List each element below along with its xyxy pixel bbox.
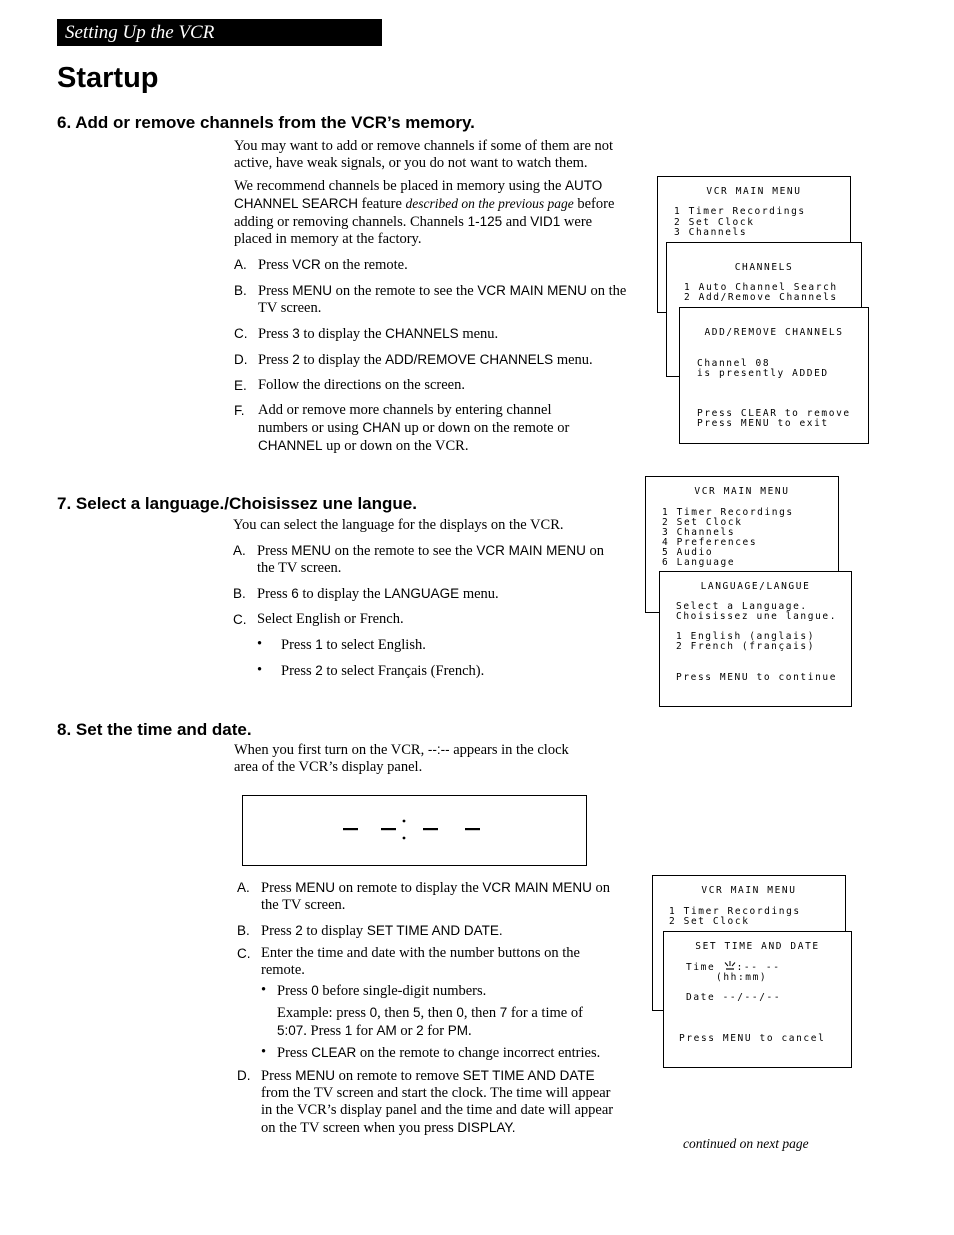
step-d: D. Press 2 to display the ADD/REMOVE CHANNELS menu. [234,352,593,368]
tv-screen-set-time-and-date: SET TIME AND DATE Time :-- -- (hh:mm) Date --/--/-- Press MENU to cancel [663,931,852,1068]
step-c: C. Enter the time and date with the number buttons on the remote. [237,945,580,978]
bullet-item: • Press 1 to select English. [257,636,426,653]
section-7-body [233,517,629,688]
vcr-display-panel [242,795,587,866]
step-a: A. Press MENU on the remote to see the VCR MAIN MENU on the TV screen. [233,543,604,576]
section-7-heading: 7. Select a language./Choisissez une langue. [57,494,417,513]
section-6-heading: 6. Add or remove channels from the VCR’s memory. [57,113,475,132]
section-8-heading: 8. Set the time and date. [57,720,252,739]
step-c: C. Press 3 to display the CHANNELS menu. [234,326,499,342]
step-c: C. Select English or French. [233,611,404,627]
example-text: Example: press 0, then 5, then 0, then 7 for a time of 5:07. Press 1 for AM or 2 for PM. [277,1005,583,1039]
step-b: B. Press 2 to display SET TIME AND DATE. [237,923,503,939]
bullet-item: • Press CLEAR on the remote to change incorrect entries. [261,1044,601,1061]
section-8-steps [237,879,623,1145]
tv-screen-vcr-main-menu: VCR MAIN MENU 1 Timer Recordings 2 Set Clock 3 Channels [657,176,851,313]
paragraph: You can select the language for the displays on the VCR. [233,517,564,533]
section-banner [57,19,382,46]
step-a: A. Press MENU on remote to display the VCR MAIN MENU on the TV screen. [237,880,611,913]
tv-screen-vcr-main-menu: VCR MAIN MENU 1 Timer Recordings 2 Set Clock [652,875,846,1011]
tv-screen-language: LANGUAGE/LANGUE Select a Language. Choisissez une langue. 1 English (anglais) 2 French (français) Press MENU to continue [659,571,852,707]
paragraph: When you first turn on the VCR, --:-- appears in the clock area of the VCR’s display panel. [234,742,569,775]
paragraph: You may want to add or remove channels if some of them are not active, have weak signals, or you do not want to watch them. [234,138,614,171]
tv-screen-vcr-main-menu: VCR MAIN MENU 1 Timer Recordings 2 Set Clock 3 Channels 4 Preferences 5 Audio 6 Language [645,476,839,613]
continued-note: continued on next page [683,1136,809,1151]
section-8-intro [234,741,574,781]
bullet-item: • Press 0 before single-digit numbers. [261,982,487,999]
step-e: E. Follow the directions on the screen. [234,377,465,393]
step-d: D. Press MENU on remote to remove SET TIME AND DATE from the TV screen and start the clock. The time will appear in the VCR’s display panel and the time and date will appear on the TV screen when you press DISPLAY. [237,1068,614,1136]
paragraph: We recommend channels be placed in memory using the AUTO CHANNEL SEARCH feature described on the previous page before adding or removing channels. Channels 1-125 and VID1 were placed in memory at the factory. [234,178,615,247]
step-b: B. Press MENU on the remote to see the VCR MAIN MENU on the TV screen. [234,283,627,316]
tv-screen-channels: CHANNELS 1 Auto Channel Search 2 Add/Remove Channels [666,242,862,377]
tv-screen-add-remove-channels: ADD/REMOVE CHANNELS Channel 08 is presently ADDED Press CLEAR to remove Press MENU to exit [679,307,869,444]
step-f: F. Add or remove more channels by entering channel numbers or using CHAN up or down on the remote or CHANNEL up or down on the VCR. [234,402,570,454]
clock-dashes-icon [243,796,586,865]
bullet-item: • Press 2 to select Français (French). [257,662,485,679]
section-6-body [234,138,630,463]
page-title: Startup [57,62,159,94]
step-b: B. Press 6 to display the LANGUAGE menu. [233,586,499,602]
section-title: Setting Up the VCR [65,22,215,43]
step-a: A. Press VCR on the remote. [234,257,408,273]
